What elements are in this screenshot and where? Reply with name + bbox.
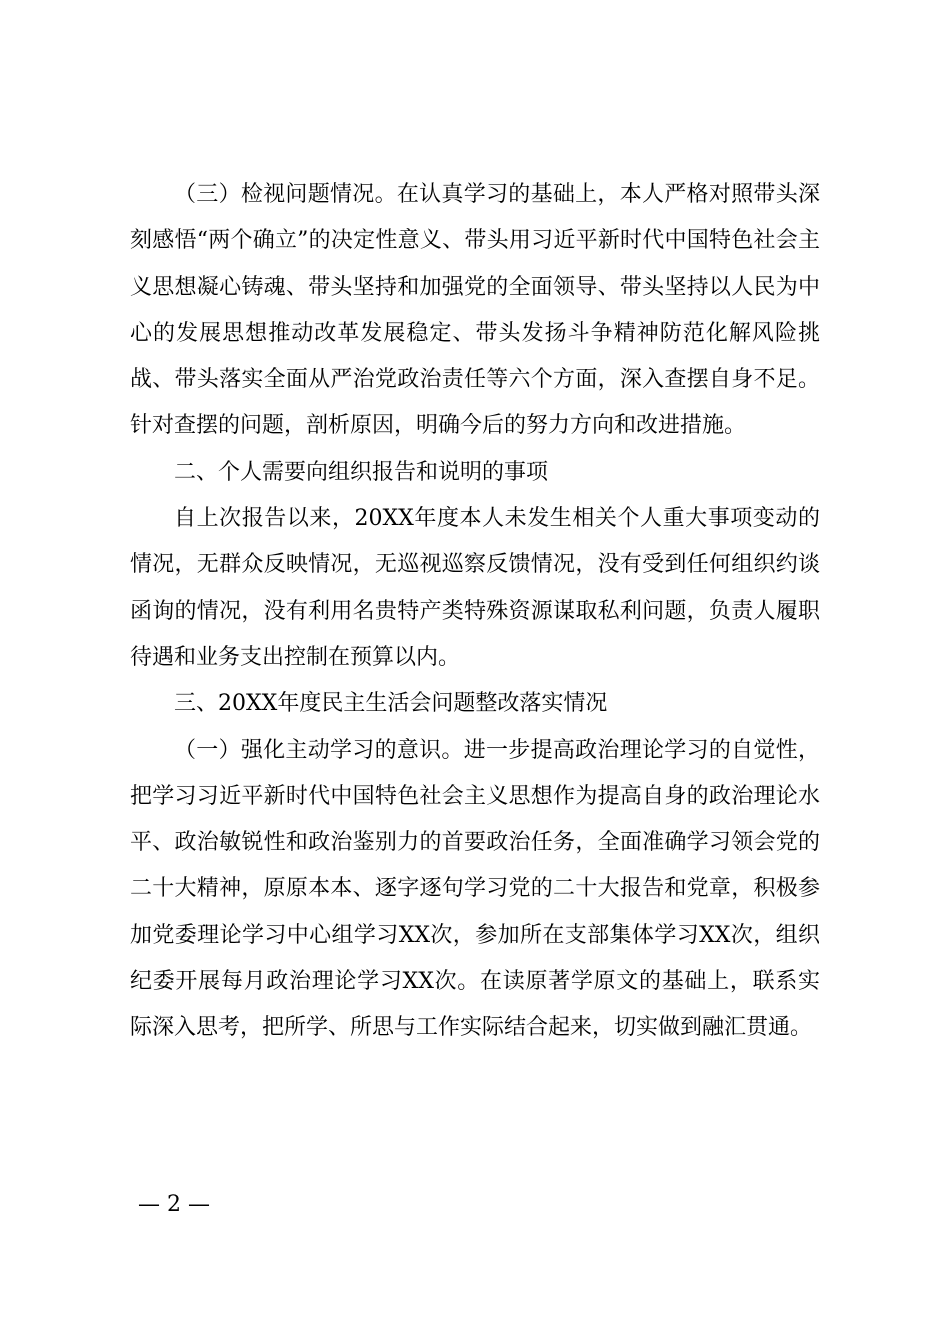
section-heading-rectification: 三、20XX年度民主生活会问题整改落实情况 xyxy=(174,691,608,717)
section-heading-personal-report: 二、个人需要向组织报告和说明的事项 xyxy=(174,459,549,485)
page-number: — 2 — xyxy=(138,1192,210,1217)
paragraph-strengthen-learning: （一）强化主动学习的意识。进一步提高政治理论学习的自觉性，把学习习近平新时代中国特色社会主义思想作为提高自身的政治理论水平、政治敏锐性和政治鉴别力的首要政治任务，全面准确学习领会党的二十大精神，原原本本、逐字逐句学习党的二十大报告和党章，积极参加党委理论学习中心组学习XX次，参加所在支部集体学习XX次，组织纪委开展每月政治理论学习XX次。在读原著学原文的基础上，联系实际深入思考，把所学、所思与工作实际结合起来，切实做到融汇贯通。 xyxy=(130,737,820,1041)
paragraph-review-issues: （三）检视问题情况。在认真学习的基础上，本人严格对照带头深刻感悟“两个确立”的决定性意义、带头用习近平新时代中国特色社会主义思想凝心铸魂、带头坚持和加强党的全面领导、带头坚持以人民为中心的发展思想推动改革发展稳定、带头发扬斗争精神防范化解风险挑战、带头落实全面从严治党政治责任等六个方面，深入查摆自身不足。针对查摆的问题，剖析原因，明确今后的努力方向和改进措施。 xyxy=(130,182,820,439)
paragraph-personal-report: 自上次报告以来，20XX年度本人未发生相关个人重大事项变动的情况，无群众反映情况，无巡视巡察反馈情况，没有受到任何组织约谈函询的情况，没有利用名贵特产类特殊资源谋取私利问题，负责人履职待遇和业务支出控制在预算以内。 xyxy=(130,506,820,670)
document-body xyxy=(130,172,820,1052)
